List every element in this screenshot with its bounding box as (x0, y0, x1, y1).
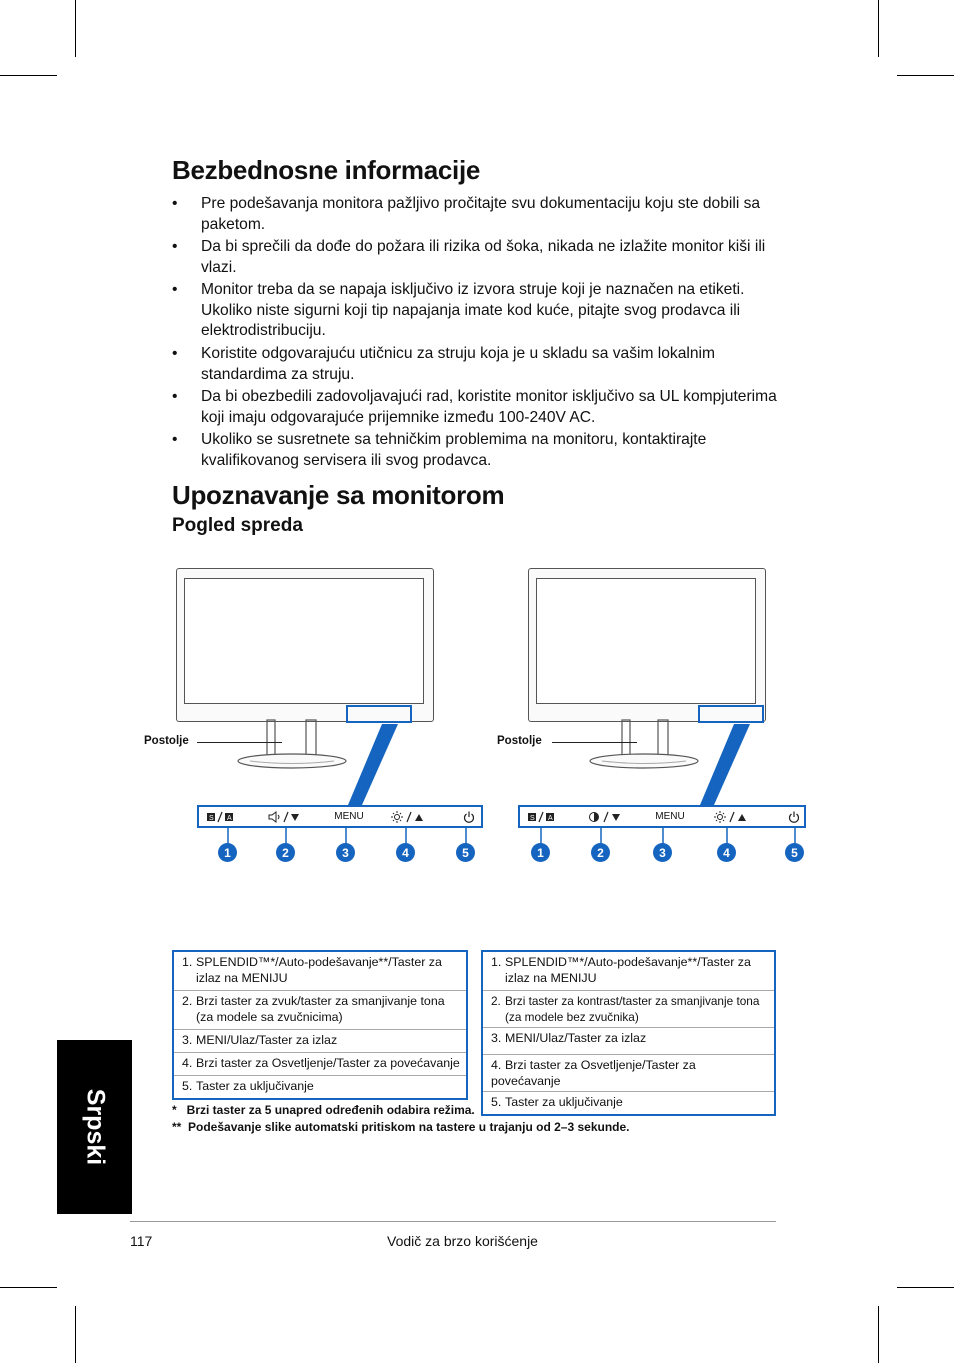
list-item: • Da bi obezbedili zadovoljavajući rad, koristite monitor isključivo sa UL kompjuterima koji imaju odgovarajuće prijemnike između 100-240V AC. (172, 388, 777, 426)
table-row: 5. Taster za uključivanje (182, 1079, 314, 1093)
language-label: Srpski (81, 1088, 109, 1166)
callout-number: 2 (591, 843, 610, 862)
callout-lines (0, 826, 954, 846)
svg-text:A: A (227, 814, 232, 822)
section-title-safety: Bezbednosne informacije (172, 155, 481, 185)
menu-button[interactable]: MENU (334, 811, 364, 822)
callout-number: 5 (785, 843, 804, 862)
section-title-monitor: Upoznavanje sa monitorom (172, 480, 505, 510)
stand-label: Postolje (144, 735, 189, 747)
callout-number: 2 (276, 843, 295, 862)
svg-text:S: S (530, 814, 535, 822)
crop-mark (897, 1287, 954, 1288)
list-item: • Da bi sprečili da dođe do požara ili rizika od šoka, nikada ne izlažite monitor kiši ili vlazi. (172, 238, 766, 276)
power-icon (463, 811, 475, 823)
table-row: 4. Brzi taster za Osvetljenje/Taster za povećavanje (482, 1055, 775, 1092)
crop-mark (878, 1306, 879, 1363)
table-row: 3. MENI/Ulaz/Taster za izlaz (482, 1028, 775, 1055)
callout-number: 1 (531, 843, 550, 862)
splendid-auto-icon (527, 811, 561, 823)
crop-mark (75, 0, 76, 57)
splendid-button[interactable] (205, 807, 241, 826)
guide-title: Vodič za brzo korišćenje (387, 1233, 538, 1249)
list-item: • Ukoliko se susretnete sa tehničkim problemima na monitoru, kontaktirajte kvalifikovanog servisera ili svog prodavca. (172, 431, 707, 469)
subsection-title-front-view: Pogled spreda (172, 515, 303, 536)
table-row: 1. SPLENDID™*/Auto-podešavanje**/Taster za izlaz na MENIJU (173, 951, 467, 991)
callout-number: 3 (653, 843, 672, 862)
brightness-up-button[interactable] (712, 807, 752, 826)
power-icon (788, 811, 800, 823)
brightness-up-button[interactable] (389, 807, 429, 826)
button-panel-right (518, 805, 806, 828)
list-item: • Pre podešavanja monitora pažljivo pročitajte svu dokumentaciju koju ste dobili sa paketom. (172, 195, 761, 233)
sun-up-icon (714, 811, 750, 823)
contrast-down-button[interactable] (586, 807, 626, 826)
footer-divider (130, 1221, 776, 1222)
callout-number: 4 (717, 843, 736, 862)
page-number: 117 (130, 1233, 153, 1249)
button-legend-table-right (481, 950, 776, 1116)
table-row: 1. SPLENDID™*/Auto-podešavanje**/Taster za izlaz na MENIJU (482, 951, 775, 991)
svg-text:S: S (209, 814, 214, 822)
list-item: • Monitor treba da se napaja isključivo iz izvora struje koji je naznačen na etiketi. Ukoliko niste sigurni koji tip napajanja imate kod kuće, pitajte svog prodavca ili elektrodistribuciju. (172, 281, 745, 340)
contrast-down-icon (588, 811, 624, 823)
table-row: 3. MENI/Ulaz/Taster za izlaz (173, 1030, 467, 1053)
table-row: 2. Brzi taster za kontrast/taster za smanjivanje tona (za modele bez zvučnika) (482, 991, 775, 1028)
crop-mark (897, 75, 954, 76)
crop-mark (75, 1306, 76, 1363)
table-row: 5. Taster za uključivanje (491, 1095, 623, 1109)
button-legend-table-left (172, 950, 468, 1100)
button-panel-left (197, 805, 483, 828)
stand-label: Postolje (497, 735, 542, 747)
language-side-tab (57, 1040, 132, 1214)
footnote: ** Podešavanje slike automatski pritiskom na tastere u trajanju od 2–3 sekunde. (172, 1120, 630, 1134)
table-row: 2. Brzi taster za zvuk/taster za smanjivanje tona (za modele sa zvučnicima) (173, 991, 467, 1030)
power-button[interactable] (461, 807, 477, 826)
callout-number: 3 (336, 843, 355, 862)
svg-text:A: A (548, 814, 553, 822)
crop-mark (0, 75, 57, 76)
callout-number: 5 (456, 843, 475, 862)
speaker-down-icon (267, 811, 303, 823)
callout-number: 4 (396, 843, 415, 862)
safety-list (172, 194, 782, 474)
splendid-auto-icon (206, 811, 240, 823)
table-row: 4. Brzi taster za Osvetljenje/Taster za povećavanje (173, 1053, 467, 1076)
volume-down-button[interactable] (265, 807, 305, 826)
callout-number: 1 (218, 843, 237, 862)
crop-mark (878, 0, 879, 57)
list-item: • Koristite odgovarajuću utičnicu za struju koja je u skladu sa vašim lokalnim standardima za struju. (172, 345, 715, 383)
menu-button[interactable]: MENU (655, 811, 685, 822)
power-button[interactable] (786, 807, 802, 826)
footnote: * Brzi taster za 5 unapred određenih odabira režima. (172, 1103, 475, 1117)
sun-up-icon (391, 811, 427, 823)
crop-mark (0, 1287, 57, 1288)
splendid-button[interactable] (526, 807, 562, 826)
